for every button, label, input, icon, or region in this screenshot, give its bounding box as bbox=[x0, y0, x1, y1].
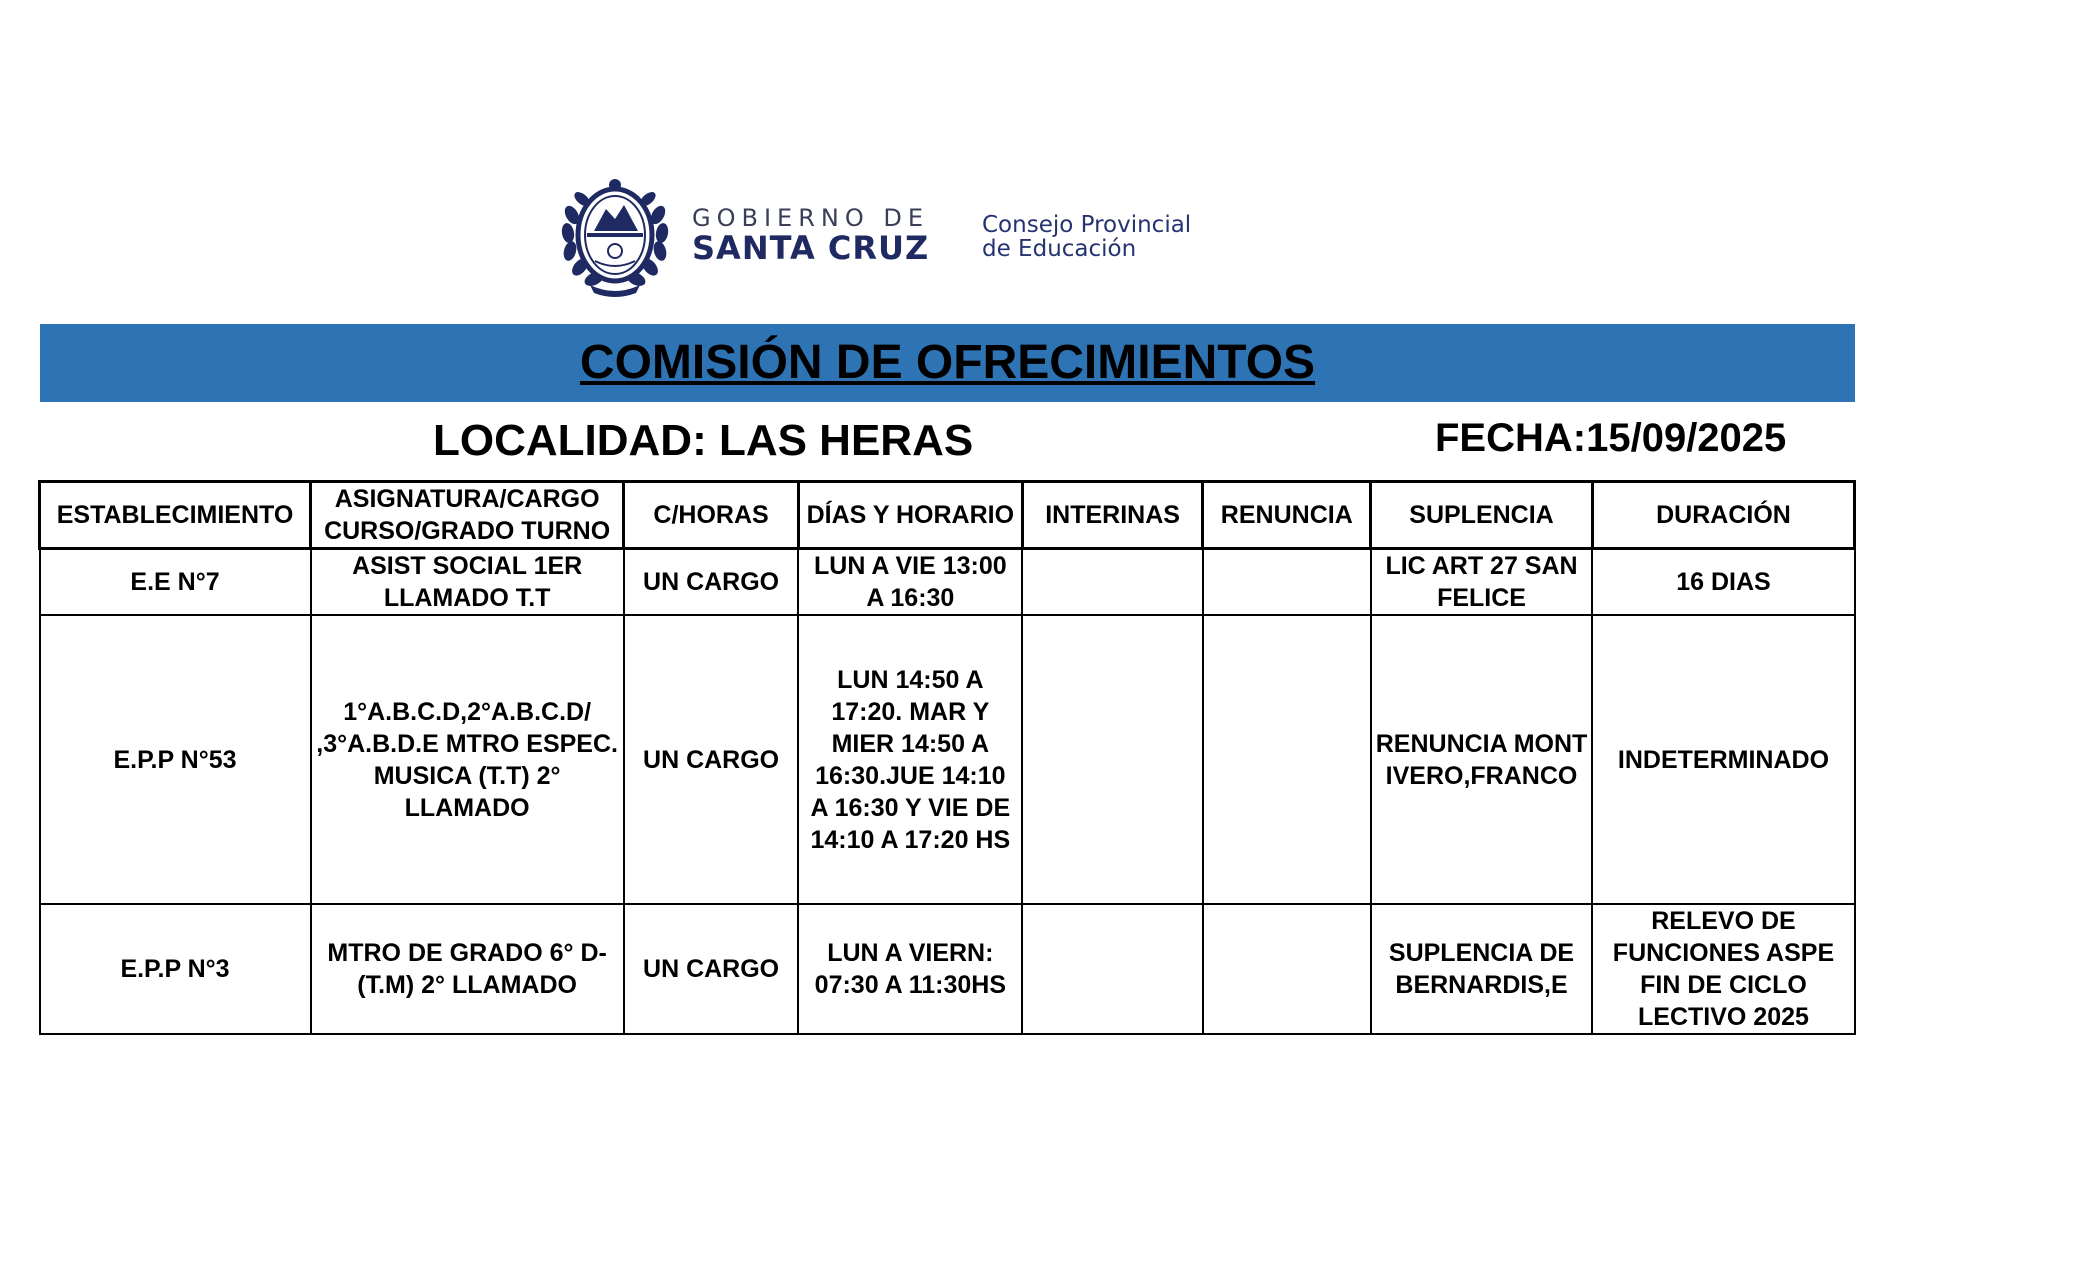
table-row bbox=[40, 615, 1855, 904]
cell-horas: UN CARGO bbox=[624, 904, 799, 1034]
cell-establecimiento: E.P.P N°53 bbox=[40, 615, 311, 904]
cell-horas: UN CARGO bbox=[624, 615, 799, 904]
table-row bbox=[40, 904, 1855, 1034]
column-header-suplencia: SUPLENCIA bbox=[1371, 482, 1593, 549]
table-header-row bbox=[40, 482, 1855, 549]
offers-table bbox=[38, 480, 1856, 1035]
cell-renuncia bbox=[1203, 904, 1371, 1034]
cell-horas: UN CARGO bbox=[624, 549, 799, 616]
government-line-2: SANTA CRUZ bbox=[692, 229, 930, 267]
cell-asignatura: ASIST SOCIAL 1ER LLAMADO T.T bbox=[311, 549, 624, 616]
column-header-renuncia: RENUNCIA bbox=[1203, 482, 1371, 549]
cell-horario: LUN 14:50 A 17:20. MAR Y MIER 14:50 A 16:30.JUE 14:10 A 16:30 Y VIE DE 14:10 A 17:20 HS bbox=[798, 615, 1022, 904]
cell-interinas bbox=[1022, 615, 1203, 904]
title-banner bbox=[40, 324, 1855, 402]
cell-interinas bbox=[1022, 549, 1203, 616]
cell-establecimiento: E.E N°7 bbox=[40, 549, 311, 616]
cell-horario: LUN A VIERN: 07:30 A 11:30HS bbox=[798, 904, 1022, 1034]
cell-duracion: INDETERMINADO bbox=[1592, 615, 1854, 904]
column-header-establecimiento: ESTABLECIMIENTO bbox=[40, 482, 311, 549]
cell-suplencia: SUPLENCIA DE BERNARDIS,E bbox=[1371, 904, 1593, 1034]
cell-horario: LUN A VIE 13:00 A 16:30 bbox=[798, 549, 1022, 616]
column-header-interinas: INTERINAS bbox=[1022, 482, 1203, 549]
column-header-horario: DÍAS Y HORARIO bbox=[798, 482, 1022, 549]
cell-asignatura: 1°A.B.C.D,2°A.B.C.D/ ,3°A.B.D.E MTRO ESPEC. MUSICA (T.T) 2° LLAMADO bbox=[311, 615, 624, 904]
cell-suplencia: LIC ART 27 SAN FELICE bbox=[1371, 549, 1593, 616]
cell-suplencia: RENUNCIA MONTIVERO,FRANCO bbox=[1371, 615, 1593, 904]
cell-duracion: 16 DIAS bbox=[1592, 549, 1854, 616]
santa-cruz-coat-of-arms-icon bbox=[560, 175, 670, 297]
cell-renuncia bbox=[1203, 615, 1371, 904]
page-title: COMISIÓN DE OFRECIMIENTOS bbox=[579, 336, 1316, 389]
table-row bbox=[40, 549, 1855, 616]
header-logo bbox=[560, 175, 1220, 300]
locality-label: LOCALIDAD: LAS HERAS bbox=[433, 416, 974, 465]
cell-asignatura: MTRO DE GRADO 6° D-(T.M) 2° LLAMADO bbox=[311, 904, 624, 1034]
cell-renuncia bbox=[1203, 549, 1371, 616]
council-line-1: Consejo Provincial bbox=[982, 212, 1192, 238]
cell-duracion: RELEVO DE FUNCIONES ASPE FIN DE CICLO LECTIVO 2025 bbox=[1592, 904, 1854, 1034]
column-header-duracion: DURACIÓN bbox=[1592, 482, 1854, 549]
government-line-1: GOBIERNO DE bbox=[692, 204, 929, 232]
column-header-asignatura: ASIGNATURA/CARGO CURSO/GRADO TURNO bbox=[311, 482, 624, 549]
date-label: FECHA:15/09/2025 bbox=[1435, 416, 1787, 460]
government-name bbox=[692, 205, 929, 265]
cell-establecimiento: E.P.P N°3 bbox=[40, 904, 311, 1034]
cell-interinas bbox=[1022, 904, 1203, 1034]
council-name bbox=[982, 213, 1191, 261]
council-line-2: de Educación bbox=[982, 236, 1137, 262]
column-header-horas: C/HORAS bbox=[624, 482, 799, 549]
